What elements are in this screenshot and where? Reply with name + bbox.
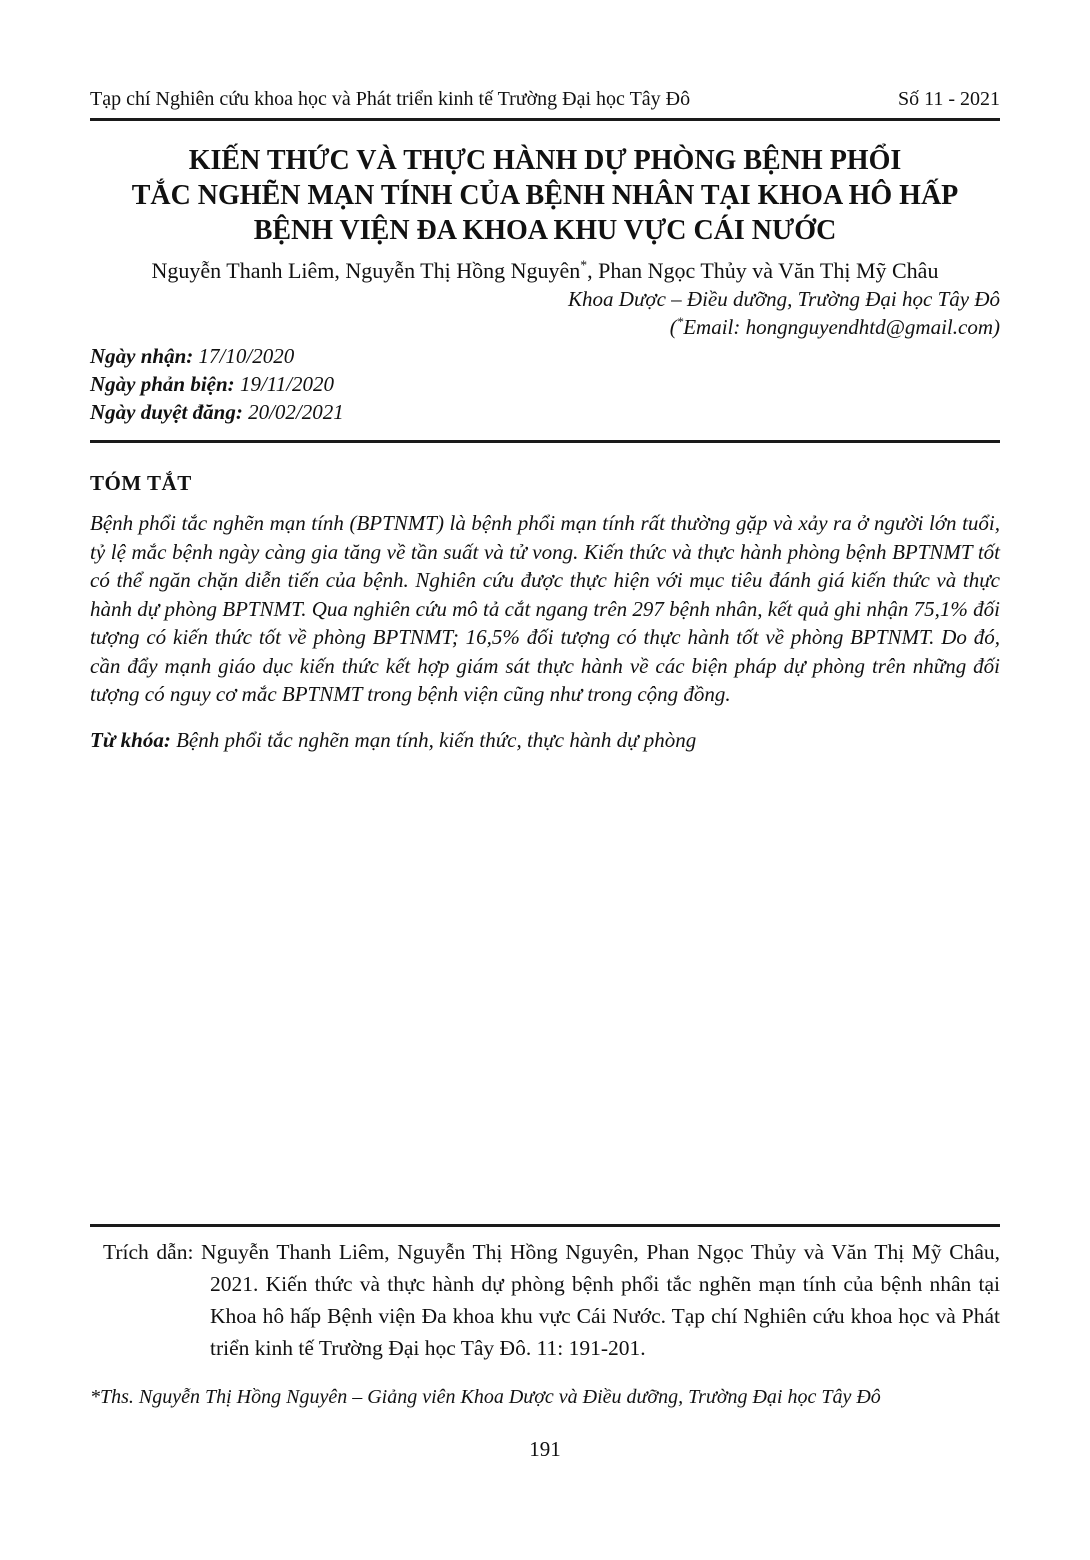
- date-received-row: [90, 342, 1000, 370]
- email-open-paren: (: [669, 315, 677, 339]
- authors-part-2: , Phan Ngọc Thủy và Văn Thị Mỹ Châu: [587, 258, 939, 283]
- email-line: [90, 313, 1000, 341]
- keywords-line: [90, 726, 1000, 754]
- footer-divider: [90, 1224, 1000, 1227]
- page-number: 191: [529, 1437, 561, 1461]
- abstract-body: Bệnh phổi tắc nghẽn mạn tính (BPTNMT) là bệnh phổi mạn tính rất thường gặp và xảy ra ở người lớn tuổi, tỷ lệ mắc bệnh ngày càng gia tăng về tần suất và tử vong. Kiến thức và thực hành phòng bệnh BPTNMT tốt có thể ngăn chặn diễn tiến của bệnh. Nghiên cứu được thực hiện với mục tiêu đánh giá kiến thức và thực hành dự phòng BPTNMT. Qua nghiên cứu mô tả cắt ngang trên 297 bệnh nhân, kết quả ghi nhận 75,1% đối tượng có kiến thức tốt về phòng BPTNMT; 16,5% đối tượng có thực hành tốt về phòng BPTNMT. Do đó, cần đẩy mạnh giáo dục kiến thức kết hợp giám sát thực hành về các biện pháp dự phòng trên những đối tượng có nguy cơ mắc BPTNMT trong bệnh viện cũng như trong cộng đồng.: [90, 511, 1000, 706]
- article-title-line-3: BỆNH VIỆN ĐA KHOA KHU VỰC CÁI NƯỚC: [253, 215, 837, 246]
- corresponding-author-asterisk: *: [580, 257, 588, 273]
- dates-block: [90, 342, 1000, 426]
- citation-label: Trích dẫn:: [103, 1240, 194, 1264]
- article-title: [90, 143, 1000, 248]
- affiliation-line: Khoa Dược – Điều dưỡng, Trường Đại học Tây Đô: [568, 287, 1000, 311]
- blank-space: [90, 754, 1000, 1225]
- email-asterisk: *: [676, 314, 684, 329]
- date-reviewed-label: Ngày phản biện:: [90, 372, 235, 396]
- article-title-line-2: TẮC NGHẼN MẠN TÍNH CỦA BỆNH NHÂN TẠI KHOA HÔ HẤP: [131, 180, 959, 211]
- date-accepted-row: [90, 398, 1000, 426]
- corresponding-author-footnote: *Ths. Nguyễn Thị Hồng Nguyên – Giảng viên Khoa Dược và Điều dưỡng, Trường Đại học Tây Đô: [90, 1386, 881, 1408]
- article-title-line-1: KIẾN THỨC VÀ THỰC HÀNH DỰ PHÒNG BỆNH PHỔI: [188, 145, 902, 176]
- authors-line: [90, 257, 1000, 285]
- date-reviewed-value: 19/11/2020: [239, 372, 335, 396]
- issue-number: Số 11 - 2021: [897, 88, 1000, 110]
- abstract-divider: [90, 440, 1000, 443]
- email-address-text: Email: hongnguyendhtd@gmail.com): [683, 315, 1000, 339]
- date-received-label: Ngày nhận:: [90, 344, 194, 368]
- date-reviewed-row: [90, 370, 1000, 398]
- date-accepted-value: 20/02/2021: [248, 400, 344, 424]
- abstract-heading: TÓM TẮT: [90, 471, 192, 495]
- citation-text: Nguyễn Thanh Liêm, Nguyễn Thị Hồng Nguyên, Phan Ngọc Thủy và Văn Thị Mỹ Châu, 2021. Kiến thức và thực hành dự phòng bệnh phổi tắc nghẽn mạn tính của bệnh nhân tại Khoa hô hấp Bệnh viện Đa khoa khu vực Cái Nước. Tạp chí Nghiên cứu khoa học và Phát triển kinh tế Trường Đại học Tây Đô. 11: 191-201.: [201, 1240, 1001, 1360]
- date-received-value: 17/10/2020: [198, 344, 295, 368]
- keywords-value: Bệnh phổi tắc nghẽn mạn tính, kiến thức, thực hành dự phòng: [176, 727, 697, 752]
- authors-part-1: Nguyễn Thanh Liêm, Nguyễn Thị Hồng Nguyên: [151, 258, 581, 283]
- citation-block: [90, 1236, 1000, 1364]
- journal-name: Tạp chí Nghiên cứu khoa học và Phát triển kinh tế Trường Đại học Tây Đô: [90, 88, 691, 110]
- running-header: [90, 86, 1000, 121]
- keywords-label: Từ khóa:: [90, 727, 171, 752]
- date-accepted-label: Ngày duyệt đăng:: [90, 400, 243, 424]
